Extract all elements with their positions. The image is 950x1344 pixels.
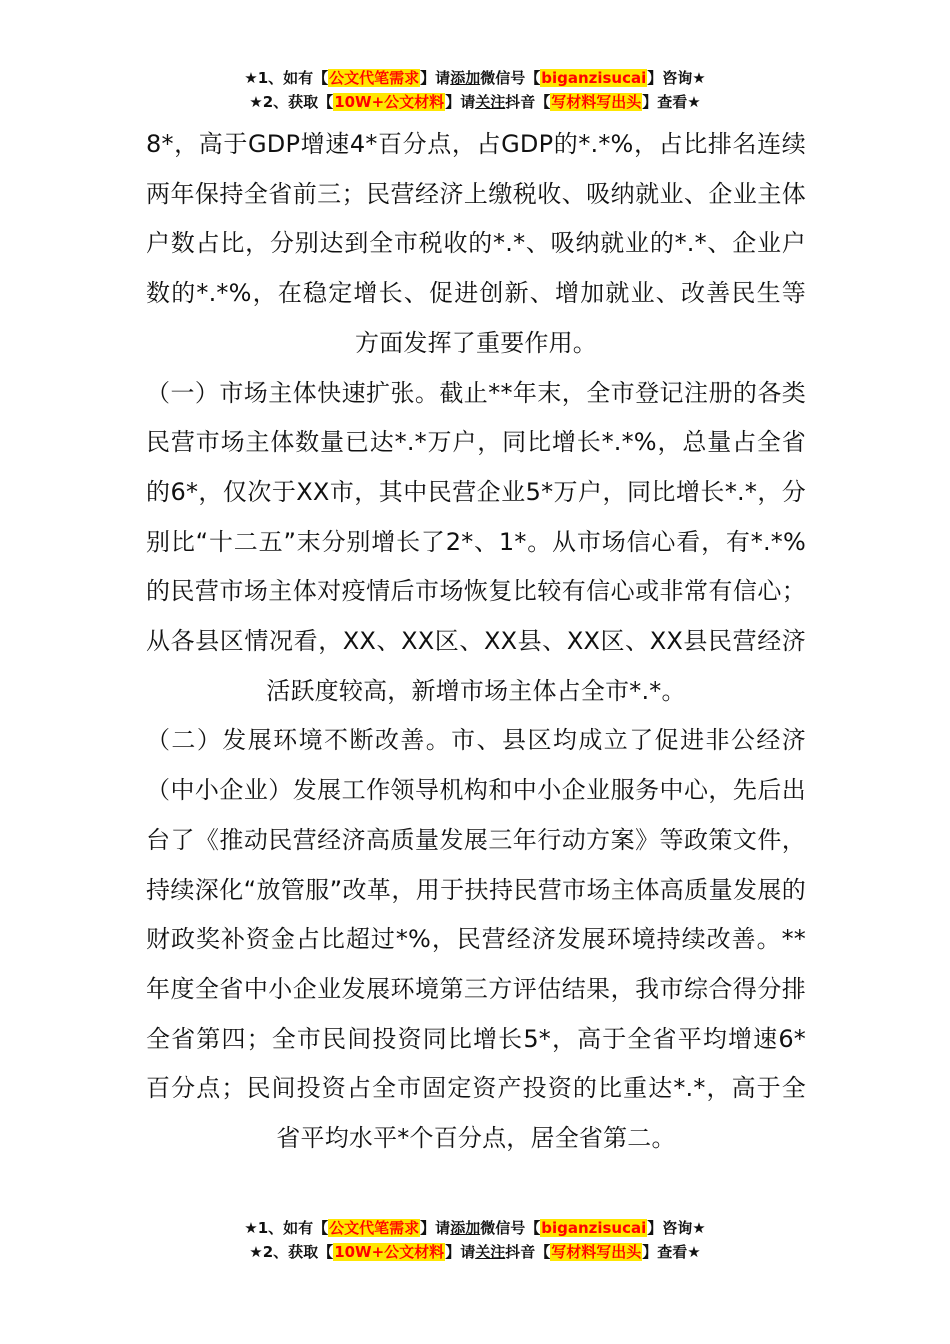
banner-emphasis-add: 添加	[450, 69, 481, 87]
banner-wechat-id: biganzisucai	[541, 69, 647, 87]
banner-douyin-account: 写材料写出头	[551, 1243, 642, 1261]
banner-text: 】请	[420, 1219, 451, 1237]
banner-emphasis-follow: 关注	[475, 1243, 506, 1261]
footer-banner	[0, 1216, 950, 1264]
banner-text: 】查看★	[642, 1243, 701, 1261]
footer-banner-line-1	[0, 1216, 950, 1240]
banner-text: ★2、获取【	[249, 93, 334, 111]
banner-wechat-id: biganzisucai	[541, 1219, 647, 1237]
banner-text: ★1、如有【	[244, 1219, 329, 1237]
banner-text: 抖音【	[505, 1243, 551, 1261]
banner-text: 微信号【	[480, 1219, 541, 1237]
banner-text: 】请	[420, 69, 451, 87]
header-banner	[0, 66, 950, 114]
banner-douyin-account: 写材料写出头	[551, 93, 642, 111]
banner-keyword-materials: 10W+公文材料	[334, 1243, 445, 1261]
banner-text: 抖音【	[505, 93, 551, 111]
banner-emphasis-follow: 关注	[475, 93, 506, 111]
paragraph-development-environment: （二）发展环境不断改善。市、县区均成立了促进非公经济（中小企业）发展工作领导机构和中小企业服务中心，先后出台了《推动民营经济高质量发展三年行动方案》等政策文件，持续深化“放管服”改革，用于扶持民营市场主体高质量发展的财政奖补资金占比超过*%，民营经济发展环境持续改善。**年度全省中小企业发展环境第三方评估结果，我市综合得分排全省第四；全市民间投资同比增长5*，高于全省平均增速6*百分点；民间投资占全市固定资产投资的比重达*.*，高于全省平均水平*个百分点，居全省第二。	[146, 726, 806, 1153]
banner-text: 】咨询★	[647, 69, 706, 87]
banner-keyword-materials: 10W+公文材料	[334, 93, 445, 111]
document-body	[146, 120, 806, 1164]
banner-emphasis-add: 添加	[450, 1219, 481, 1237]
footer-banner-line-2	[0, 1240, 950, 1264]
banner-text: ★2、获取【	[249, 1243, 334, 1261]
header-banner-line-1	[0, 66, 950, 90]
banner-text: 微信号【	[480, 69, 541, 87]
paragraph-market-entities: （一）市场主体快速扩张。截止**年末，全市登记注册的各类民营市场主体数量已达*.*万户，同比增长*.*%，总量占全省的6*，仅次于XX市，其中民营企业5*万户，同比增长*.*，分别比“十二五”末分别增长了2*、1*。从市场信心看，有*.*%的民营市场主体对疫情后市场恢复比较有信心或非常有信心；从各县区情况看，XX、XX区、XX县、XX区、XX县民营经济活跃度较高，新增市场主体占全市*.*。	[146, 378, 806, 705]
banner-keyword-ghostwriting: 公文代笔需求	[329, 1219, 420, 1237]
banner-text: ★1、如有【	[244, 69, 329, 87]
banner-text: 】请	[445, 93, 476, 111]
banner-text: 】请	[445, 1243, 476, 1261]
paragraph-intro: 8*，高于GDP增速4*百分点，占GDP的*.*%，占比排名连续两年保持全省前三；民营经济上缴税收、吸纳就业、企业主体户数占比，分别达到全市税收的*.*、吸纳就业的*.*、企业户数的*.*%，在稳定增长、促进创新、增加就业、改善民生等方面发挥了重要作用。	[146, 130, 806, 357]
banner-text: 】查看★	[642, 93, 701, 111]
banner-keyword-ghostwriting: 公文代笔需求	[329, 69, 420, 87]
banner-text: 】咨询★	[647, 1219, 706, 1237]
header-banner-line-2	[0, 90, 950, 114]
